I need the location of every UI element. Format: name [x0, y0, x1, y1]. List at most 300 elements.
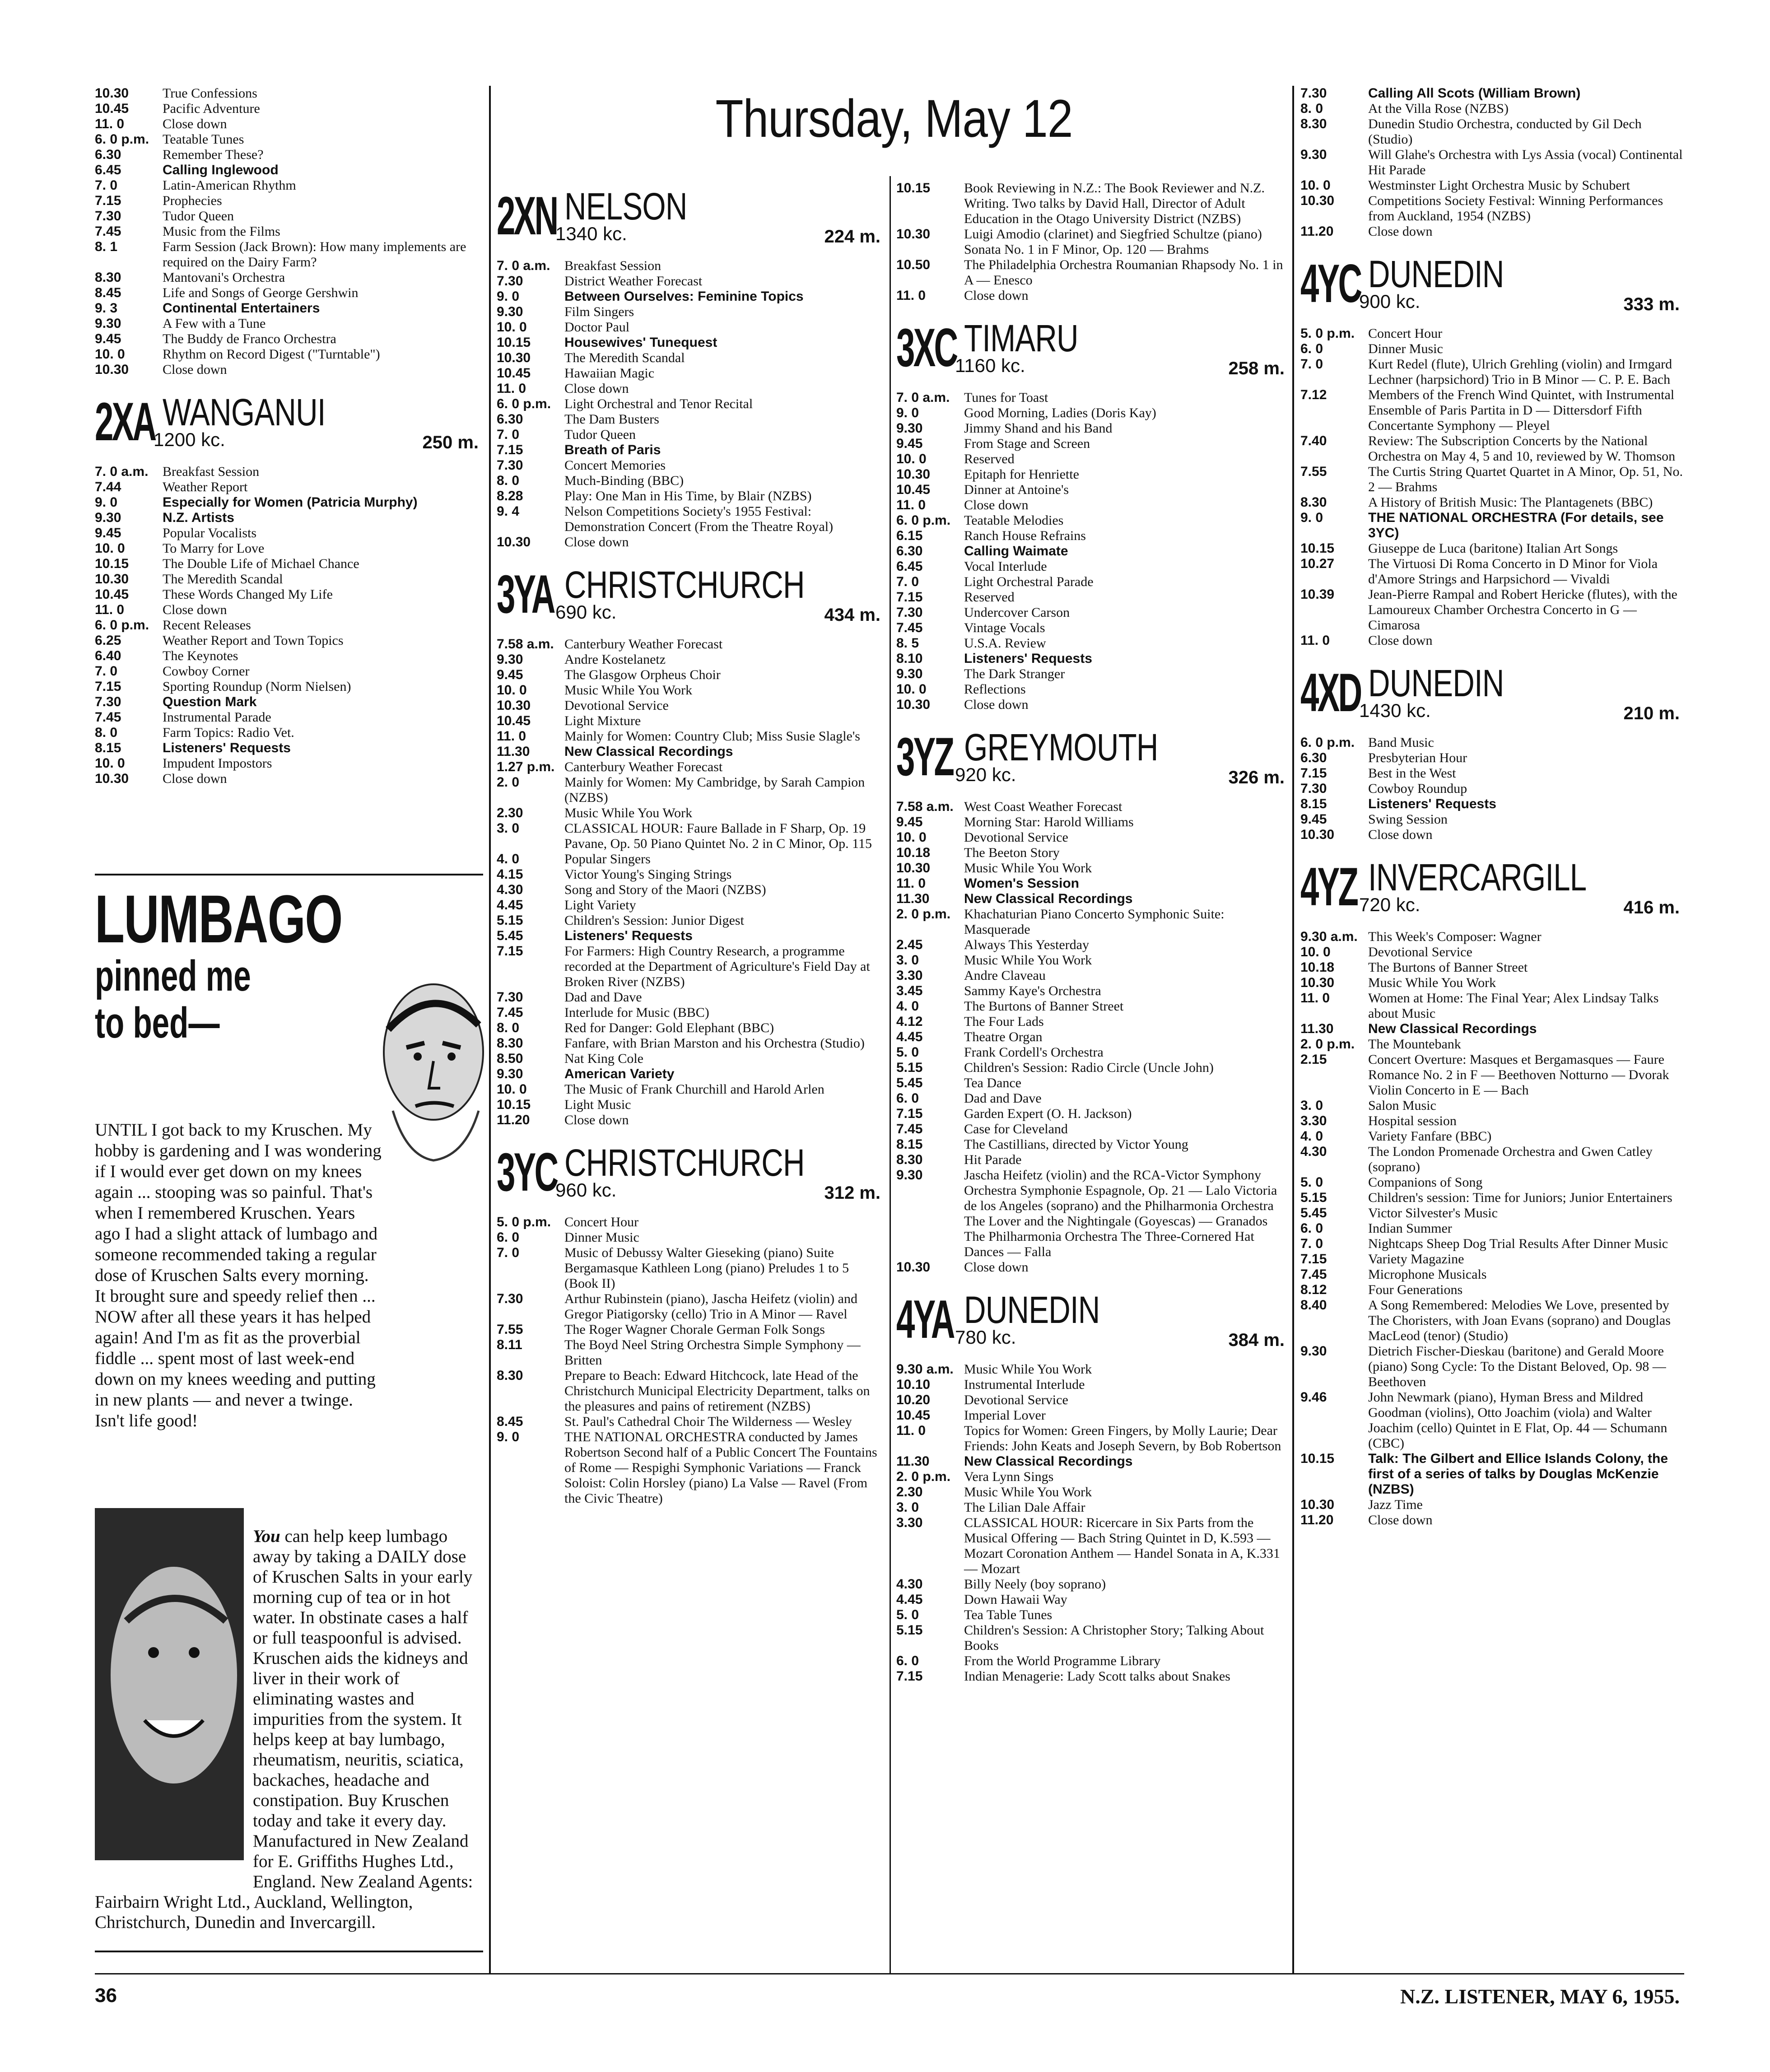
programme-time: 11.20 — [1300, 224, 1334, 239]
programme-time: 10. 0 — [497, 1082, 527, 1097]
programme-title: Nat King Cole — [564, 1051, 643, 1066]
programme-entry — [1300, 341, 1684, 357]
station-header — [95, 393, 483, 456]
station-wavelength: 224 m. — [824, 227, 880, 247]
programme-time: 7. 0 a.m. — [896, 390, 950, 405]
station-callsign: 4YC — [1300, 253, 1361, 314]
programme-entry — [497, 1020, 885, 1036]
programme-title: Red for Danger: Gold Elephant (BBC) — [564, 1020, 774, 1035]
programme-title: Variety Magazine — [1368, 1252, 1464, 1266]
programme-time: 6.40 — [95, 648, 121, 663]
programme-time: 6.25 — [95, 633, 121, 648]
programme-title: Children's Session: Radio Circle (Uncle John) — [964, 1060, 1214, 1075]
programme-entry — [896, 830, 1289, 845]
station-3xc — [896, 319, 1289, 712]
programme-time: 11. 0 — [896, 498, 926, 512]
programme-time: 8.15 — [1300, 796, 1327, 811]
programme-entry — [1300, 735, 1684, 750]
programme-time: 7.45 — [95, 224, 121, 239]
programme-title: Popular Singers — [564, 852, 651, 866]
programme-title: The Curtis String Quartet Quartet in A Minor, Op. 51, No. 2 — Brahms — [1368, 464, 1683, 494]
programme-time: 8.30 — [95, 270, 121, 285]
programme-entry — [896, 1014, 1289, 1029]
programme-time: 9.30 — [95, 316, 121, 331]
programme-entry — [95, 679, 483, 694]
programme-title: Mainly for Women: Country Club; Miss Susie Slagle's — [564, 729, 860, 744]
programme-entry — [95, 193, 483, 209]
programme-time: 7.30 — [497, 1291, 523, 1306]
programme-entry — [497, 713, 885, 729]
programme-title: Women at Home: The Final Year; Alex Lindsay Talks about Music — [1368, 991, 1659, 1021]
programme-time: 3.30 — [896, 1515, 923, 1530]
programme-time: 8.15 — [896, 1137, 923, 1152]
programme-time: 7.58 a.m. — [497, 637, 554, 652]
programme-entry — [896, 1029, 1289, 1045]
programme-entry — [1300, 1129, 1684, 1144]
programme-title: For Farmers: High Country Research, a programme recorded at the Department of Agriculture's Field Day at Broken River (NZBS) — [564, 944, 870, 989]
programme-time: 9. 0 — [1300, 510, 1323, 525]
programme-title: Topics for Women: Green Fingers, by Molly Laurie; Dear Friends: John Keats and Joseph Severn, by Bob Robertson — [964, 1423, 1281, 1453]
programme-time: 9.30 — [95, 510, 121, 525]
programme-time: 7. 0 — [1300, 357, 1323, 372]
schedule-list — [896, 390, 1289, 712]
programme-title: Light Music — [564, 1097, 631, 1112]
programme-entry — [95, 163, 483, 178]
programme-title: Music While You Work — [964, 861, 1092, 875]
programme-time: 5. 0 p.m. — [497, 1215, 551, 1229]
programme-time: 8.30 — [896, 1152, 923, 1167]
programme-title: Mantovani's Orchestra — [163, 270, 285, 285]
programme-title: Epitaph for Henriette — [964, 467, 1079, 482]
programme-title: Popular Vocalists — [163, 526, 257, 540]
programme-time: 10.10 — [896, 1377, 931, 1392]
programme-time: 11. 0 — [896, 876, 926, 891]
programme-time: 8. 1 — [95, 239, 118, 254]
programme-entry — [896, 405, 1289, 421]
station-frequency: 920 kc. — [955, 764, 1016, 785]
programme-entry — [497, 1215, 885, 1230]
programme-time: 7.30 — [497, 990, 523, 1005]
station-wavelength: 416 m. — [1623, 898, 1680, 917]
programme-time: 8. 0 — [1300, 101, 1323, 116]
programme-entry — [896, 1122, 1289, 1137]
programme-time: 7.45 — [95, 710, 121, 725]
programme-time: 7.30 — [497, 458, 523, 473]
programme-entry — [1300, 556, 1684, 587]
programme-time: 7. 0 — [497, 1245, 520, 1260]
programme-time: 2. 0 — [497, 775, 520, 790]
programme-entry — [896, 1500, 1289, 1515]
programme-entry — [896, 1152, 1289, 1168]
programme-time: 5.45 — [497, 928, 523, 943]
programme-entry — [95, 209, 483, 224]
programme-entry — [896, 1060, 1289, 1076]
column-4 — [1300, 86, 1684, 1528]
programme-time: 9. 0 — [497, 1429, 520, 1444]
programme-time: 2.15 — [1300, 1052, 1327, 1067]
programme-title: Down Hawaii Way — [964, 1592, 1067, 1607]
programme-entry — [497, 335, 885, 350]
station-callsign: 2XN — [497, 186, 557, 246]
programme-entry — [497, 1005, 885, 1020]
programme-title: Concert Memories — [564, 458, 666, 473]
programme-title: New Classical Recordings — [964, 891, 1133, 906]
station-city: NELSON — [564, 185, 687, 228]
programme-time: 10.15 — [497, 335, 531, 350]
programme-time: 9.46 — [1300, 1390, 1327, 1405]
programme-entry — [497, 1322, 885, 1337]
programme-time: 10.30 — [497, 698, 531, 713]
programme-title: American Variety — [564, 1066, 675, 1081]
programme-time: 7.15 — [1300, 1252, 1327, 1266]
programme-entry — [896, 181, 1289, 227]
programme-entry — [896, 907, 1289, 937]
programme-entry — [95, 602, 483, 618]
programme-time: 9. 0 — [95, 495, 118, 510]
programme-title: The Roger Wagner Chorale German Folk Songs — [564, 1322, 825, 1337]
programme-entry — [896, 288, 1289, 303]
programme-time: 10.45 — [497, 713, 531, 728]
programme-title: Cowboy Roundup — [1368, 781, 1467, 796]
programme-entry — [497, 806, 885, 821]
programme-time: 11.30 — [896, 1454, 930, 1469]
programme-title: Four Generations — [1368, 1282, 1463, 1297]
programme-entry — [497, 442, 885, 458]
programme-time: 9.30 — [1300, 147, 1327, 162]
programme-title: THE NATIONAL ORCHESTRA (For details, see 3YC) — [1368, 510, 1664, 540]
programme-entry — [497, 944, 885, 990]
programme-entry — [95, 710, 483, 725]
programme-title: CLASSICAL HOUR: Faure Ballade in F Sharp, Op. 19 Pavane, Op. 50 Piano Quintet No. 2 in C Minor, Op. 115 — [564, 821, 872, 851]
programme-time: 3.45 — [896, 983, 923, 998]
programme-time: 10.39 — [1300, 587, 1335, 602]
programme-time: 6. 0 — [497, 1230, 520, 1245]
programme-entry — [896, 467, 1289, 482]
programme-time: 11. 0 — [896, 288, 926, 303]
programme-time: 10.30 — [497, 535, 531, 549]
programme-entry — [95, 771, 483, 787]
programme-title: Hawaiian Magic — [564, 366, 655, 381]
programme-time: 8.40 — [1300, 1298, 1327, 1313]
programme-title: Imperial Lover — [964, 1408, 1046, 1423]
programme-entry — [497, 1082, 885, 1097]
programme-time: 10.30 — [497, 350, 531, 365]
programme-time: 3. 0 — [896, 1500, 919, 1515]
programme-entry — [497, 683, 885, 698]
station-frequency: 900 kc. — [1359, 291, 1421, 312]
programme-title: Music While You Work — [964, 953, 1092, 968]
programme-entry — [896, 666, 1289, 682]
programme-title: Devotional Service — [1368, 945, 1472, 959]
programme-time: 8.30 — [497, 1368, 523, 1383]
programme-time: 11. 0 — [95, 116, 125, 131]
man-illustration — [366, 975, 488, 1165]
programme-time: 4. 0 — [1300, 1129, 1323, 1144]
programme-time: 11. 0 — [95, 602, 125, 617]
programme-entry — [95, 301, 483, 316]
programme-title: Close down — [564, 1113, 629, 1127]
programme-time: 6.15 — [896, 528, 923, 543]
programme-title: Andre Kostelanetz — [564, 652, 666, 667]
programme-title: N.Z. Artists — [163, 510, 234, 525]
programme-title: Music While You Work — [564, 683, 693, 698]
programme-time: 7.40 — [1300, 433, 1327, 448]
programme-time: 3.30 — [1300, 1113, 1327, 1128]
programme-time: 10.18 — [1300, 960, 1335, 975]
programme-time: 5. 0 — [1300, 1175, 1323, 1190]
programme-title: The Glasgow Orpheus Choir — [564, 667, 721, 682]
programme-entry — [95, 132, 483, 147]
programme-entry — [497, 1414, 885, 1429]
programme-title: Continental Entertainers — [163, 301, 320, 316]
programme-time: 6. 0 — [1300, 341, 1323, 356]
programme-entry — [1300, 975, 1684, 991]
programme-time: 7. 0 a.m. — [95, 464, 149, 479]
programme-entry — [497, 258, 885, 274]
programme-time: 10.30 — [95, 362, 129, 377]
programme-title: CLASSICAL HOUR: Ricercare in Six Parts from the Musical Offering — Bach String Quintet in D, K.593 — Mozart Coronation Anthem — Handel Sonata in A, K.331 — Mozart — [964, 1515, 1280, 1576]
programme-time: 7.12 — [1300, 387, 1327, 402]
programme-time: 9.30 — [497, 652, 523, 667]
programme-title: Farm Topics: Radio Vet. — [163, 725, 294, 740]
programme-entry — [896, 1076, 1289, 1091]
column-1 — [95, 86, 483, 787]
programme-title: Microphone Musicals — [1368, 1267, 1487, 1282]
programme-time: 3. 0 — [497, 821, 520, 836]
programme-time: 11. 0 — [1300, 991, 1330, 1006]
programme-entry — [497, 898, 885, 913]
programme-time: 8. 0 — [95, 725, 118, 740]
station-frequency: 1160 kc. — [955, 355, 1025, 376]
programme-entry — [896, 436, 1289, 452]
programme-entry — [896, 1607, 1289, 1623]
programme-time: 7.45 — [497, 1005, 523, 1020]
programme-title: Play: One Man in His Time, by Blair (NZBS) — [564, 489, 812, 503]
programme-time: 10. 0 — [95, 347, 125, 362]
schedule-list — [95, 86, 483, 377]
programme-title: Reflections — [964, 682, 1026, 697]
programme-time: 10.45 — [95, 101, 129, 116]
programme-entry — [896, 1106, 1289, 1122]
programme-time: 9. 0 — [497, 289, 520, 304]
programme-entry — [95, 362, 483, 377]
programme-time: 8.10 — [896, 651, 923, 666]
station-frequency: 1430 kc. — [1359, 700, 1431, 721]
programme-entry — [1300, 1113, 1684, 1129]
programme-entry — [1300, 1021, 1684, 1037]
programme-entry — [896, 815, 1289, 830]
programme-title: Indian Summer — [1368, 1221, 1452, 1236]
programme-entry — [95, 756, 483, 771]
programme-title: Giuseppe de Luca (baritone) Italian Art Songs — [1368, 541, 1618, 556]
programme-title: Close down — [163, 362, 227, 377]
programme-entry — [1300, 1190, 1684, 1206]
programme-entry — [896, 1137, 1289, 1152]
programme-time: 10. 0 — [896, 830, 927, 845]
programme-title: Interlude for Music (BBC) — [564, 1005, 709, 1020]
programme-entry — [896, 1362, 1289, 1377]
station-frequency: 690 kc. — [555, 601, 617, 623]
programme-entry — [95, 725, 483, 740]
programme-time: 7.30 — [95, 209, 121, 223]
programme-title: Dunedin Studio Orchestra, conducted by Gil Dech (Studio) — [1368, 116, 1642, 147]
programme-title: True Confessions — [163, 86, 257, 101]
programme-time: 5. 0 p.m. — [1300, 326, 1355, 341]
programme-entry — [95, 740, 483, 756]
programme-title: Kurt Redel (flute), Ulrich Grehling (violin) and Irmgard Lechner (harpsichord) Trio in B Minor — C. P. E. Bach — [1368, 357, 1672, 387]
programme-time: 11. 0 — [497, 729, 526, 744]
programme-time: 9.45 — [95, 331, 121, 346]
programme-title: Good Morning, Ladies (Doris Kay) — [964, 405, 1156, 420]
programme-title: Variety Fanfare (BBC) — [1368, 1129, 1492, 1144]
station-callsign: 3XC — [896, 317, 957, 378]
programme-time: 9.45 — [1300, 812, 1327, 827]
programme-time: 10.45 — [497, 366, 531, 381]
programme-time: 10.30 — [896, 467, 931, 482]
programme-title: Nightcaps Sheep Dog Trial Results After Dinner Music — [1368, 1236, 1668, 1251]
station-frequency: 780 kc. — [955, 1327, 1016, 1348]
programme-entry — [95, 526, 483, 541]
programme-entry — [896, 636, 1289, 651]
programme-title: Concert Hour — [1368, 326, 1443, 341]
programme-entry — [95, 285, 483, 301]
programme-entry — [497, 744, 885, 759]
programme-time: 2.30 — [896, 1485, 923, 1499]
programme-time: 1.27 p.m. — [497, 759, 555, 774]
programme-time: 5.15 — [896, 1623, 923, 1638]
station-wavelength: 250 m. — [422, 433, 479, 452]
programme-title: Reserved — [964, 590, 1015, 605]
programme-title: Canterbury Weather Forecast — [564, 759, 723, 774]
programme-time: 7.45 — [1300, 1267, 1327, 1282]
programme-time: 10.45 — [896, 482, 931, 497]
programme-time: 6. 0 — [896, 1653, 919, 1668]
programme-title: Billy Neely (boy soprano) — [964, 1577, 1106, 1592]
masthead-date: N.Z. LISTENER, MAY 6, 1955. — [1400, 1985, 1680, 2008]
programme-time: 7.30 — [95, 694, 121, 709]
programme-time: 10.30 — [896, 227, 931, 242]
station-city: DUNEDIN — [1368, 662, 1504, 704]
programme-time: 7. 0 — [896, 574, 919, 589]
schedule-list — [1300, 929, 1684, 1528]
programme-title: Dinner Music — [1368, 341, 1443, 356]
ad-body-instructions — [95, 1526, 483, 1932]
programme-entry — [95, 347, 483, 362]
station-3ya — [497, 565, 885, 1128]
programme-title: Tea Table Tunes — [964, 1607, 1053, 1622]
programme-entry — [95, 572, 483, 587]
programme-title: Pacific Adventure — [163, 101, 260, 116]
programme-title: Dinner Music — [564, 1230, 639, 1245]
programme-time: 8.45 — [95, 285, 121, 300]
programme-time: 4.30 — [1300, 1144, 1327, 1159]
programme-entry — [1300, 812, 1684, 827]
programme-entry — [497, 913, 885, 928]
programme-entry — [1300, 387, 1684, 433]
programme-entry — [1300, 116, 1684, 147]
programme-entry — [497, 1097, 885, 1113]
programme-entry — [1300, 991, 1684, 1021]
programme-entry — [497, 667, 885, 683]
station-2xn — [497, 187, 885, 550]
programme-entry — [896, 1515, 1289, 1577]
programme-time: 8.30 — [497, 1036, 523, 1051]
schedule-list — [896, 1362, 1289, 1684]
programme-title: These Words Changed My Life — [163, 587, 333, 602]
programme-title: To Marry for Love — [163, 541, 265, 556]
programme-title: Swing Session — [1368, 812, 1448, 827]
programme-entry — [896, 799, 1289, 815]
programme-title: Hit Parade — [964, 1152, 1022, 1167]
programme-entry — [1300, 1144, 1684, 1175]
programme-entry — [896, 559, 1289, 574]
station-4xd — [1300, 664, 1684, 843]
ad-headline: LUMBAGO — [95, 881, 342, 957]
programme-entry — [1300, 633, 1684, 648]
programme-title: The Dark Stranger — [964, 666, 1065, 681]
programme-title: Tudor Queen — [564, 427, 636, 442]
programme-entry — [896, 574, 1289, 590]
programme-title: Presbyterian Hour — [1368, 750, 1467, 765]
programme-title: Light Variety — [564, 898, 636, 913]
programme-entry — [1300, 945, 1684, 960]
programme-time: 10.15 — [896, 181, 931, 196]
station-header — [497, 1143, 885, 1206]
station-header — [896, 319, 1289, 382]
programme-time: 6. 0 p.m. — [497, 396, 551, 411]
page-title: Thursday, May 12 — [715, 89, 1073, 149]
station-wavelength: 384 m. — [1228, 1330, 1285, 1350]
station-3yc — [497, 1143, 885, 1506]
programme-entry — [497, 882, 885, 898]
programme-time: 6.45 — [95, 163, 121, 177]
programme-entry — [497, 304, 885, 320]
programme-entry — [95, 633, 483, 648]
programme-time: 8.28 — [497, 489, 523, 503]
programme-entry — [896, 651, 1289, 666]
ad-subheadline: pinned me — [95, 952, 251, 1000]
programme-time: 7.15 — [497, 442, 523, 457]
programme-title: Devotional Service — [964, 1392, 1068, 1407]
programme-title: Film Singers — [564, 304, 634, 319]
programme-title: Listeners' Requests — [1368, 796, 1496, 811]
programme-title: Instrumental Interlude — [964, 1377, 1085, 1392]
programme-entry — [497, 1368, 885, 1414]
programme-title: The London Promenade Orchestra and Gwen Catley (soprano) — [1368, 1144, 1653, 1174]
programme-time: 9.30 — [896, 421, 923, 436]
programme-title: Breakfast Session — [564, 258, 661, 273]
programme-title: Sporting Roundup (Norm Nielsen) — [163, 679, 351, 694]
programme-time: 7.55 — [497, 1322, 523, 1337]
programme-time: 8.11 — [497, 1337, 522, 1352]
programme-time: 10.30 — [1300, 827, 1335, 842]
programme-entry — [497, 366, 885, 381]
programme-entry — [497, 1066, 885, 1082]
programme-title: Close down — [1368, 633, 1433, 648]
schedule-list — [497, 637, 885, 1128]
programme-title: Vera Lynn Sings — [964, 1469, 1054, 1484]
programme-time: 9.45 — [896, 436, 923, 451]
programme-entry — [497, 1245, 885, 1291]
programme-entry — [497, 852, 885, 867]
programme-time: 10. 0 — [95, 541, 125, 556]
programme-entry — [896, 1091, 1289, 1106]
programme-title: Vocal Interlude — [964, 559, 1047, 574]
programme-entry — [896, 590, 1289, 605]
programme-title: Luigi Amodio (clarinet) and Siegfried Schultze (piano) Sonata No. 1 in F Minor, Op. 120 — Brahms — [964, 227, 1262, 257]
programme-time: 6.30 — [95, 147, 121, 162]
programme-entry — [1300, 510, 1684, 541]
